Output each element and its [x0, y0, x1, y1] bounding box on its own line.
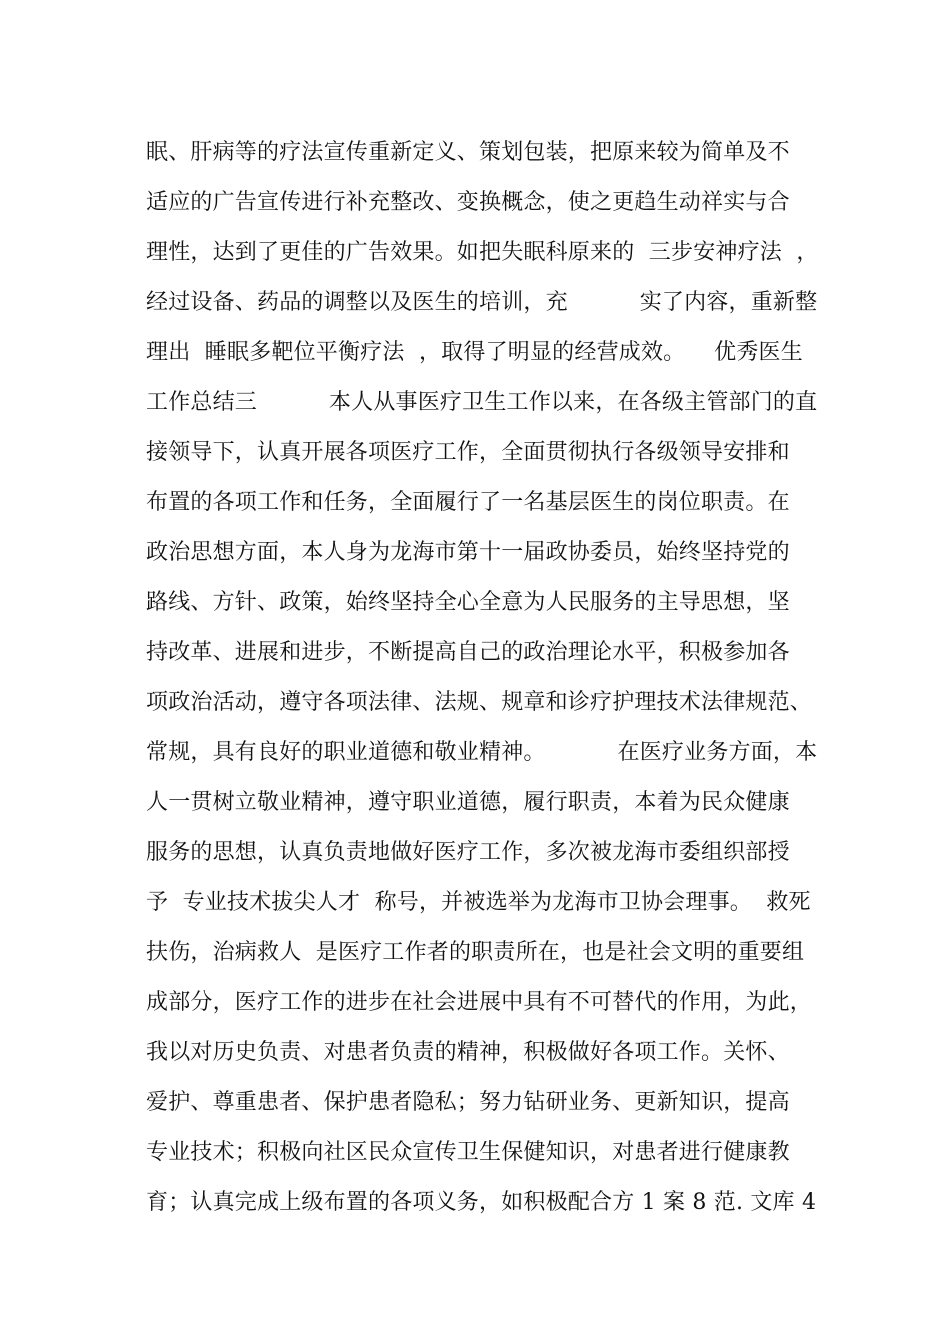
text-line: 理性，达到了更佳的广告效果。如把失眠科原来的 三步安神疗法 ， [146, 240, 819, 265]
text-line: 爱护、尊重患者、保护患者隐私；努力钻研业务、更新知识，提高 [146, 1090, 790, 1115]
text-line: 予 专业技术拔尖人才 称号，并被选举为龙海市卫协会理事。 救死 [146, 890, 811, 915]
text-line: 接领导下，认真开展各项医疗工作，全面贯彻执行各级领导安排和 [146, 440, 790, 465]
text-line: 持改革、进展和进步，不断提高自己的政治理论水平，积极参加各 [146, 640, 790, 665]
text-line: 路线、方针、政策，始终坚持全心全意为人民服务的主导思想，坚 [146, 590, 790, 615]
text-line: 理出 睡眠多靶位平衡疗法 ，取得了明显的经营成效。 优秀医生 [146, 340, 803, 365]
text-line: 专业技术；积极向社区民众宣传卫生保健知识，对患者进行健康教 [146, 1140, 790, 1165]
text-line: 经过设备、药品的调整以及医生的培训，充 实了内容，重新整 [146, 290, 818, 315]
text-line: 眠、肝病等的疗法宣传重新定义、策划包装，把原来较为简单及不 [146, 140, 790, 165]
text-line: 育；认真完成上级布置的各项义务，如积极配合方 1 案 8 范. 文库 4 [146, 1190, 817, 1215]
text-line: 布置的各项工作和任务，全面履行了一名基层医生的岗位职责。在 [146, 490, 790, 515]
text-line: 人一贯树立敬业精神，遵守职业道德，履行职责，本着为民众健康 [146, 790, 790, 815]
text-line: 成部分，医疗工作的进步在社会进展中具有不可替代的作用，为此， [146, 990, 813, 1015]
text-line: 适应的广告宣传进行补充整改、变换概念，使之更趋生动祥实与合 [146, 190, 790, 215]
text-line: 工作总结三 本人从事医疗卫生工作以来，在各级主管部门的直 [146, 390, 818, 415]
text-line: 政治思想方面，本人身为龙海市第十一届政协委员，始终坚持党的 [146, 540, 790, 565]
text-line: 我以对历史负责、对患者负责的精神，积极做好各项工作。关怀、 [146, 1040, 790, 1065]
text-line: 服务的思想，认真负责地做好医疗工作，多次被龙海市委组织部授 [146, 840, 790, 865]
text-line: 扶伤，治病救人 是医疗工作者的职责所在，也是社会文明的重要组 [146, 940, 805, 965]
text-line: 项政治活动，遵守各项法律、法规、规章和诊疗护理技术法律规范、 [146, 690, 813, 715]
body-text [146, 128, 836, 1228]
text-line: 常规，具有良好的职业道德和敬业精神。 在医疗业务方面，本 [146, 740, 818, 765]
